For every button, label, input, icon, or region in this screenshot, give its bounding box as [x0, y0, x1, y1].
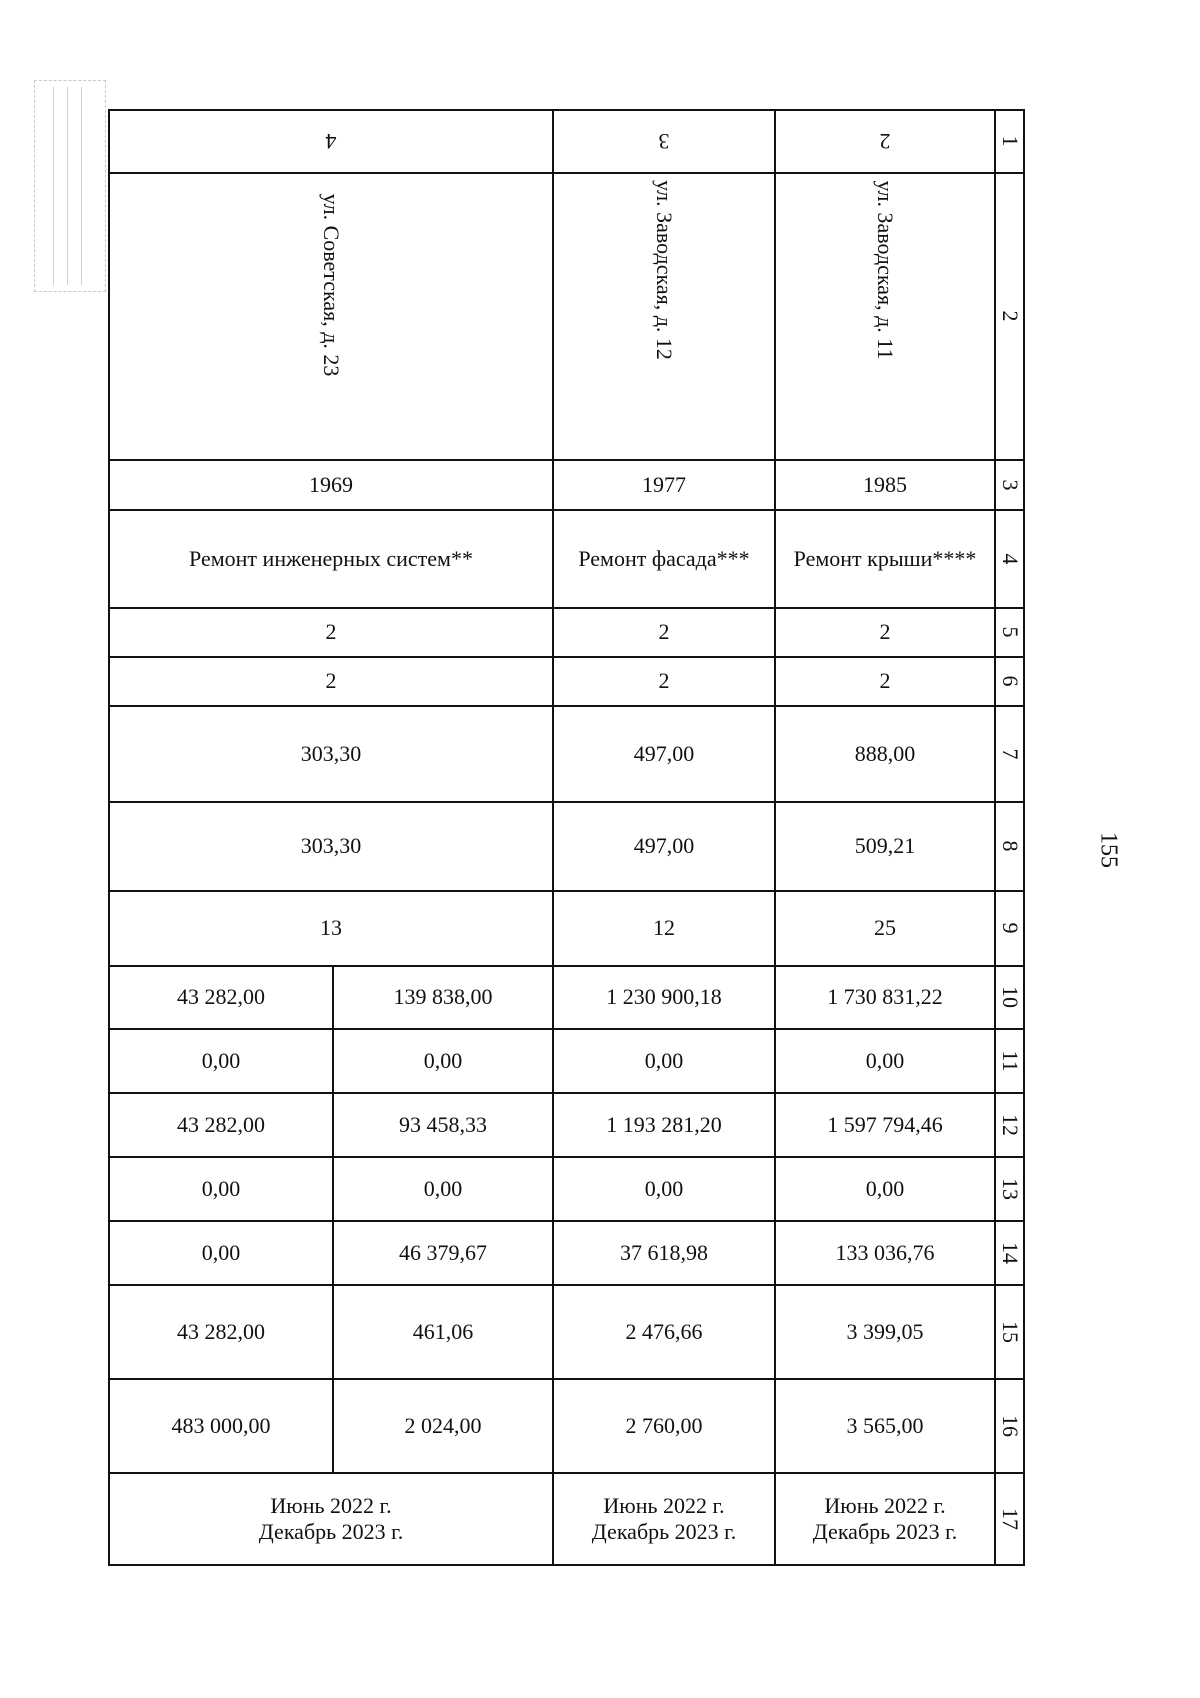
column-number: 4	[998, 553, 1023, 565]
cell-col7: 888,00	[854, 740, 916, 766]
cell-col10: 1 230 900,18	[606, 984, 722, 1010]
cell-col10-left: 43 282,00	[177, 984, 265, 1010]
record-number: 3	[658, 129, 670, 154]
record-work-type: Ремонт инженерных систем**	[189, 545, 473, 571]
column-number: 13	[998, 1178, 1023, 1200]
column-number: 7	[998, 748, 1023, 760]
period-end: Декабрь 2023 г.	[591, 1519, 737, 1544]
cell-col9: 25	[874, 915, 896, 941]
cell-col9: 12	[653, 915, 675, 941]
column-number: 17	[998, 1508, 1023, 1530]
cell-col5: 2	[658, 619, 670, 645]
cell-col17-period	[553, 1473, 775, 1565]
record-address: ул. Советская, д. 23	[319, 193, 344, 377]
column-number: 15	[998, 1321, 1023, 1343]
record-number: 2	[879, 129, 891, 154]
cell-col15: 2 476,66	[625, 1318, 703, 1344]
column-number: 2	[998, 310, 1023, 322]
cell-col14-left: 0,00	[201, 1239, 241, 1265]
cell-col14: 133 036,76	[835, 1239, 935, 1265]
record-year: 1969	[309, 471, 353, 497]
cell-col10: 1 730 831,22	[827, 984, 943, 1010]
record-year: 1985	[863, 471, 907, 497]
cell-col7: 303,30	[300, 740, 362, 766]
column-number: 10	[998, 986, 1023, 1008]
cell-col12: 1 597 794,46	[827, 1111, 943, 1137]
column-number: 6	[998, 675, 1023, 687]
cell-col13-right: 0,00	[423, 1175, 463, 1201]
cell-col13-left: 0,00	[201, 1175, 241, 1201]
record-work-type: Ремонт крыши****	[793, 545, 977, 571]
cell-col10-right: 139 838,00	[393, 984, 493, 1010]
cell-col11: 0,00	[644, 1047, 684, 1073]
cell-col6: 2	[658, 668, 670, 694]
cell-col12: 1 193 281,20	[606, 1111, 722, 1137]
cell-col5: 2	[325, 619, 337, 645]
cell-col16: 2 760,00	[625, 1412, 703, 1438]
period-start: Июнь 2022 г.	[824, 1492, 946, 1518]
period-end: Декабрь 2023 г.	[258, 1519, 404, 1544]
page-number: 155	[1095, 832, 1122, 868]
record-work-type: Ремонт фасада***	[578, 545, 750, 571]
cell-col12-left: 43 282,00	[177, 1111, 265, 1137]
cell-col11: 0,00	[865, 1047, 905, 1073]
cell-col8: 497,00	[633, 833, 695, 859]
column-number: 14	[998, 1242, 1023, 1264]
cell-col8: 303,30	[300, 833, 362, 859]
cell-col9: 13	[320, 915, 342, 941]
column-number: 8	[998, 840, 1023, 852]
cell-col6: 2	[325, 668, 337, 694]
stamp-mark	[34, 80, 106, 292]
cell-col16: 3 565,00	[846, 1412, 924, 1438]
cell-col12-right: 93 458,33	[399, 1111, 487, 1137]
period-start: Июнь 2022 г.	[270, 1492, 392, 1518]
column-number: 16	[998, 1415, 1023, 1437]
record-number: 4	[325, 129, 337, 154]
cell-col15-right: 461,06	[412, 1318, 474, 1344]
cell-col7: 497,00	[633, 740, 695, 766]
cell-col11-right: 0,00	[423, 1047, 463, 1073]
column-number: 11	[998, 1050, 1023, 1072]
column-number: 3	[998, 479, 1023, 491]
column-number: 5	[998, 626, 1023, 638]
cell-col6: 2	[879, 668, 891, 694]
cell-col17-period	[109, 1473, 553, 1565]
record-year: 1977	[642, 471, 686, 497]
record-address: ул. Заводская, д. 12	[652, 180, 677, 360]
column-number: 12	[998, 1114, 1023, 1136]
cell-col5: 2	[879, 619, 891, 645]
column-number: 1	[998, 135, 1023, 147]
cell-col16-right: 2 024,00	[404, 1412, 482, 1438]
cell-col8: 509,21	[854, 833, 916, 859]
cell-col15: 3 399,05	[846, 1318, 924, 1344]
cell-col16-left: 483 000,00	[171, 1412, 271, 1438]
period-start: Июнь 2022 г.	[603, 1492, 725, 1518]
cell-col13: 0,00	[644, 1175, 684, 1201]
cell-col15-left: 43 282,00	[177, 1318, 265, 1344]
period-end: Декабрь 2023 г.	[812, 1519, 958, 1544]
cell-col11-left: 0,00	[201, 1047, 241, 1073]
column-number: 9	[998, 922, 1023, 934]
cell-col13: 0,00	[865, 1175, 905, 1201]
record-address: ул. Заводская, д. 11	[873, 180, 898, 360]
cell-col14: 37 618,98	[620, 1239, 708, 1265]
cell-col14-right: 46 379,67	[399, 1239, 487, 1265]
cell-col17-period	[775, 1473, 995, 1565]
